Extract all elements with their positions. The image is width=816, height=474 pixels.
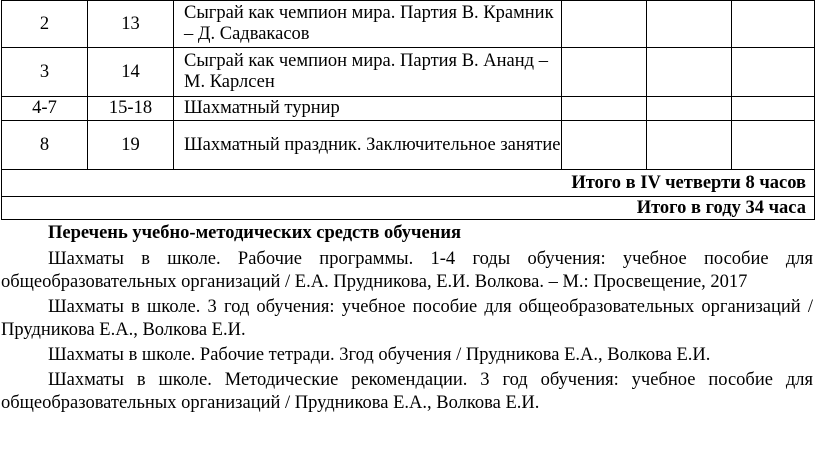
resource-item: Шахматы в школе. Методические рекомендации. 3 год обучения: учебное пособие для общеобразовательных организаций / Прудникова Е.А., Волкова Е.И. [1, 370, 813, 413]
total-quarter: Итого в IV четверти 8 часов [2, 170, 815, 197]
resource-item: Шахматы в школе. Рабочие тетради. 3год обучения / Прудникова Е.А., Волкова Е.И. [48, 345, 711, 365]
empty-cell [647, 48, 732, 97]
empty-cell [732, 1, 815, 48]
lesson-number: 14 [88, 48, 174, 97]
total-year-row [2, 197, 815, 220]
total-quarter-row [2, 170, 815, 197]
lesson-plan-table [1, 0, 815, 220]
empty-cell [562, 97, 647, 121]
lesson-topic: Сыграй как чемпион мира. Партия В. Ананд – М. Карлсен [174, 48, 562, 97]
table-row [2, 48, 815, 97]
lesson-topic: Сыграй как чемпион мира. Партия В. Крамник – Д. Садвакасов [174, 1, 562, 48]
table-row [2, 1, 815, 48]
empty-cell [562, 121, 647, 170]
empty-cell [647, 97, 732, 121]
row-number: 2 [2, 1, 88, 48]
row-number: 8 [2, 121, 88, 170]
lesson-number: 13 [88, 1, 174, 48]
empty-cell [647, 1, 732, 48]
lesson-number: 19 [88, 121, 174, 170]
empty-cell [732, 97, 815, 121]
lesson-topic: Шахматный праздник. Заключительное занятие [174, 121, 562, 170]
empty-cell [647, 121, 732, 170]
resources-heading: Перечень учебно-методических средств обучения [48, 223, 461, 243]
lesson-topic: Шахматный турнир [174, 97, 562, 121]
empty-cell [562, 48, 647, 97]
resources-section [1, 222, 813, 417]
empty-cell [732, 121, 815, 170]
row-number: 3 [2, 48, 88, 97]
resource-item: Шахматы в школе. Рабочие программы. 1-4 годы обучения: учебное пособие для общеобразовательных организаций / Е.А. Прудникова, Е.И. Волкова. – М.: Просвещение, 2017 [1, 249, 813, 292]
empty-cell [562, 1, 647, 48]
lesson-number: 15-18 [88, 97, 174, 121]
empty-cell [732, 48, 815, 97]
total-year: Итого в году 34 часа [2, 197, 815, 220]
row-number: 4-7 [2, 97, 88, 121]
table-row [2, 97, 815, 121]
table-row [2, 121, 815, 170]
resource-item: Шахматы в школе. 3 год обучения: учебное пособие для общеобразовательных организаций / Прудникова Е.А., Волкова Е.И. [1, 297, 813, 340]
